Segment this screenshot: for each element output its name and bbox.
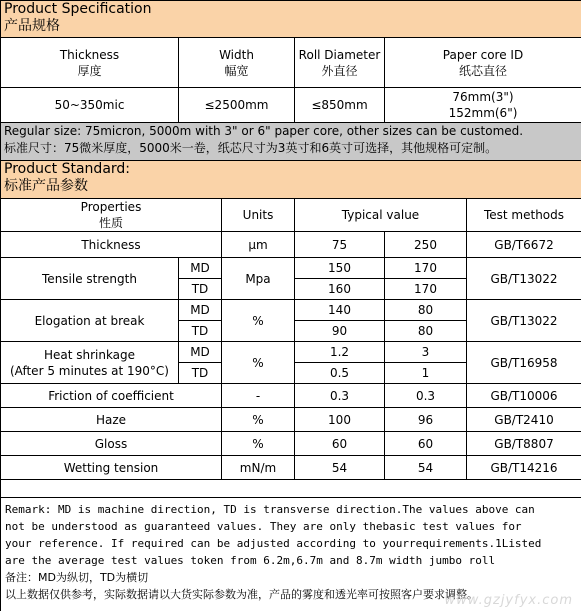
remark-line-2: not be understood as guaranteed values. They are only thebasic test values for: [5, 520, 522, 533]
row-value-2: 250: [385, 232, 467, 258]
header-thickness-en: Thickness: [59, 47, 120, 62]
row-value-1: 100: [295, 408, 385, 432]
row-md-value-1: 1.2: [295, 342, 385, 363]
row-label-line-2: (After 5 minutes at 190°C): [10, 363, 169, 378]
standard-title-en: Product Standard:: [4, 161, 131, 177]
header-thickness: [1, 38, 179, 88]
row-direction-td: TD: [179, 363, 222, 384]
row-direction-td: TD: [179, 321, 222, 342]
row-value-1: 75: [295, 232, 385, 258]
row-method: GB/T10006: [467, 384, 581, 408]
row-unit: %: [222, 408, 295, 432]
row-method: GB/T14216: [467, 456, 581, 480]
note-cn: 标准尺寸：75微米厚度，5000米一卷，纸芯尺寸为3英寸和6英寸可选择，其他规格可定制。: [4, 141, 498, 155]
row-label: Thickness: [1, 232, 222, 258]
value-core-3in: 76mm(3"): [452, 90, 514, 104]
row-method: GB/T6672: [467, 232, 581, 258]
spacer-row: [1, 480, 581, 498]
header-units: Units: [222, 199, 295, 232]
header-roll-diameter-cn: 外直径: [321, 63, 358, 78]
header-width-cn: 幅宽: [224, 63, 249, 78]
table-row: [1, 408, 581, 432]
spec-title-cn: 产品规格: [4, 18, 60, 34]
row-md-value-2: 3: [385, 342, 467, 363]
row-label: Gloss: [1, 432, 222, 456]
remark-line-5: 备注：MD为纵切，TD为横切: [5, 571, 149, 584]
header-paper-core-en: Paper core ID: [442, 47, 524, 62]
row-unit: μm: [222, 232, 295, 258]
row-md-value-1: 150: [295, 258, 385, 279]
note-en: Regular size: 75micron, 5000m with 3" or 6" paper core, other sizes can be customed.: [4, 124, 524, 138]
row-value-2: 54: [385, 456, 467, 480]
table-row: [1, 258, 581, 279]
row-md-value-2: 80: [385, 300, 467, 321]
header-thickness-cn: 厚度: [77, 63, 102, 78]
row-td-value-1: 160: [295, 279, 385, 300]
row-method: GB/T8807: [467, 432, 581, 456]
spacer-cell: [1, 480, 581, 498]
remark-line-4: are the average test values token from 6.2m,6.7m and 8.7m width jumbo roll: [5, 554, 496, 567]
row-label: Friction of coefficient: [1, 384, 222, 408]
header-width: [179, 38, 295, 88]
header-roll-diameter: [295, 38, 385, 88]
row-method: GB/T2410: [467, 408, 581, 432]
row-unit: %: [222, 300, 295, 342]
row-unit: Mpa: [222, 258, 295, 300]
header-properties-cn: 性质: [98, 216, 123, 230]
header-roll-diameter-en: Roll Diameter: [298, 47, 381, 62]
value-paper-core: [385, 88, 581, 123]
header-test-methods: Test methods: [467, 199, 581, 232]
row-label: Tensile strength: [1, 258, 179, 300]
row-td-value-2: 1: [385, 363, 467, 384]
row-direction-md: MD: [179, 342, 222, 363]
row-label-line-1: Heat shrinkage: [43, 347, 136, 362]
regular-size-note: [1, 123, 581, 161]
standard-title-cn: 标准产品参数: [4, 178, 88, 194]
row-label: Elogation at break: [1, 300, 179, 342]
row-value-2: 60: [385, 432, 467, 456]
row-method: GB/T13022: [467, 300, 581, 342]
table-row: [1, 342, 581, 363]
value-thickness: 50~350mic: [1, 88, 179, 123]
row-label: Wetting tension: [1, 456, 222, 480]
row-unit: %: [222, 432, 295, 456]
header-typical-value: Typical value: [295, 199, 467, 232]
row-unit: mN/m: [222, 456, 295, 480]
row-value-1: 54: [295, 456, 385, 480]
row-direction-td: TD: [179, 279, 222, 300]
row-value-2: 96: [385, 408, 467, 432]
row-method: GB/T13022: [467, 258, 581, 300]
row-value-1: 60: [295, 432, 385, 456]
row-md-value-1: 140: [295, 300, 385, 321]
row-value-1: 0.3: [295, 384, 385, 408]
value-core-6in: 152mm(6"): [448, 106, 518, 120]
row-direction-md: MD: [179, 258, 222, 279]
table-row: [1, 432, 581, 456]
value-roll-diameter: ≤850mm: [295, 88, 385, 123]
header-properties-en: Properties: [80, 200, 142, 214]
table-row: [1, 456, 581, 480]
table-row: [1, 232, 581, 258]
row-td-value-1: 90: [295, 321, 385, 342]
table-row: [1, 384, 581, 408]
remark-line-3: your reference. If required can be adjusted according to yourrequirements.1Listed: [5, 537, 542, 550]
spec-title-en: Product Specification: [4, 1, 152, 17]
row-td-value-2: 170: [385, 279, 467, 300]
row-unit: %: [222, 342, 295, 384]
header-properties: [1, 199, 222, 232]
value-width: ≤2500mm: [179, 88, 295, 123]
remark-line-1: Remark: MD is machine direction, TD is transverse direction.The values above can: [5, 503, 535, 516]
header-width-en: Width: [219, 47, 254, 62]
spec-section-title: [1, 1, 581, 38]
row-unit: -: [222, 384, 295, 408]
standard-section-title: [1, 161, 581, 199]
watermark: www.gzjyfyx.com: [444, 593, 573, 608]
row-td-value-1: 0.5: [295, 363, 385, 384]
row-td-value-2: 80: [385, 321, 467, 342]
header-paper-core-cn: 纸芯直径: [458, 63, 507, 78]
row-label: [1, 342, 179, 384]
row-method: GB/T16958: [467, 342, 581, 384]
row-label: Haze: [1, 408, 222, 432]
row-value-2: 0.3: [385, 384, 467, 408]
row-md-value-2: 170: [385, 258, 467, 279]
header-paper-core: [385, 38, 581, 88]
remark-line-6: 以上数据仅供参考，实际数据请以大货实际参数为准，产品的雾度和透光率可按照客户要求调整。: [5, 588, 478, 601]
table-row: [1, 300, 581, 321]
row-direction-md: MD: [179, 300, 222, 321]
